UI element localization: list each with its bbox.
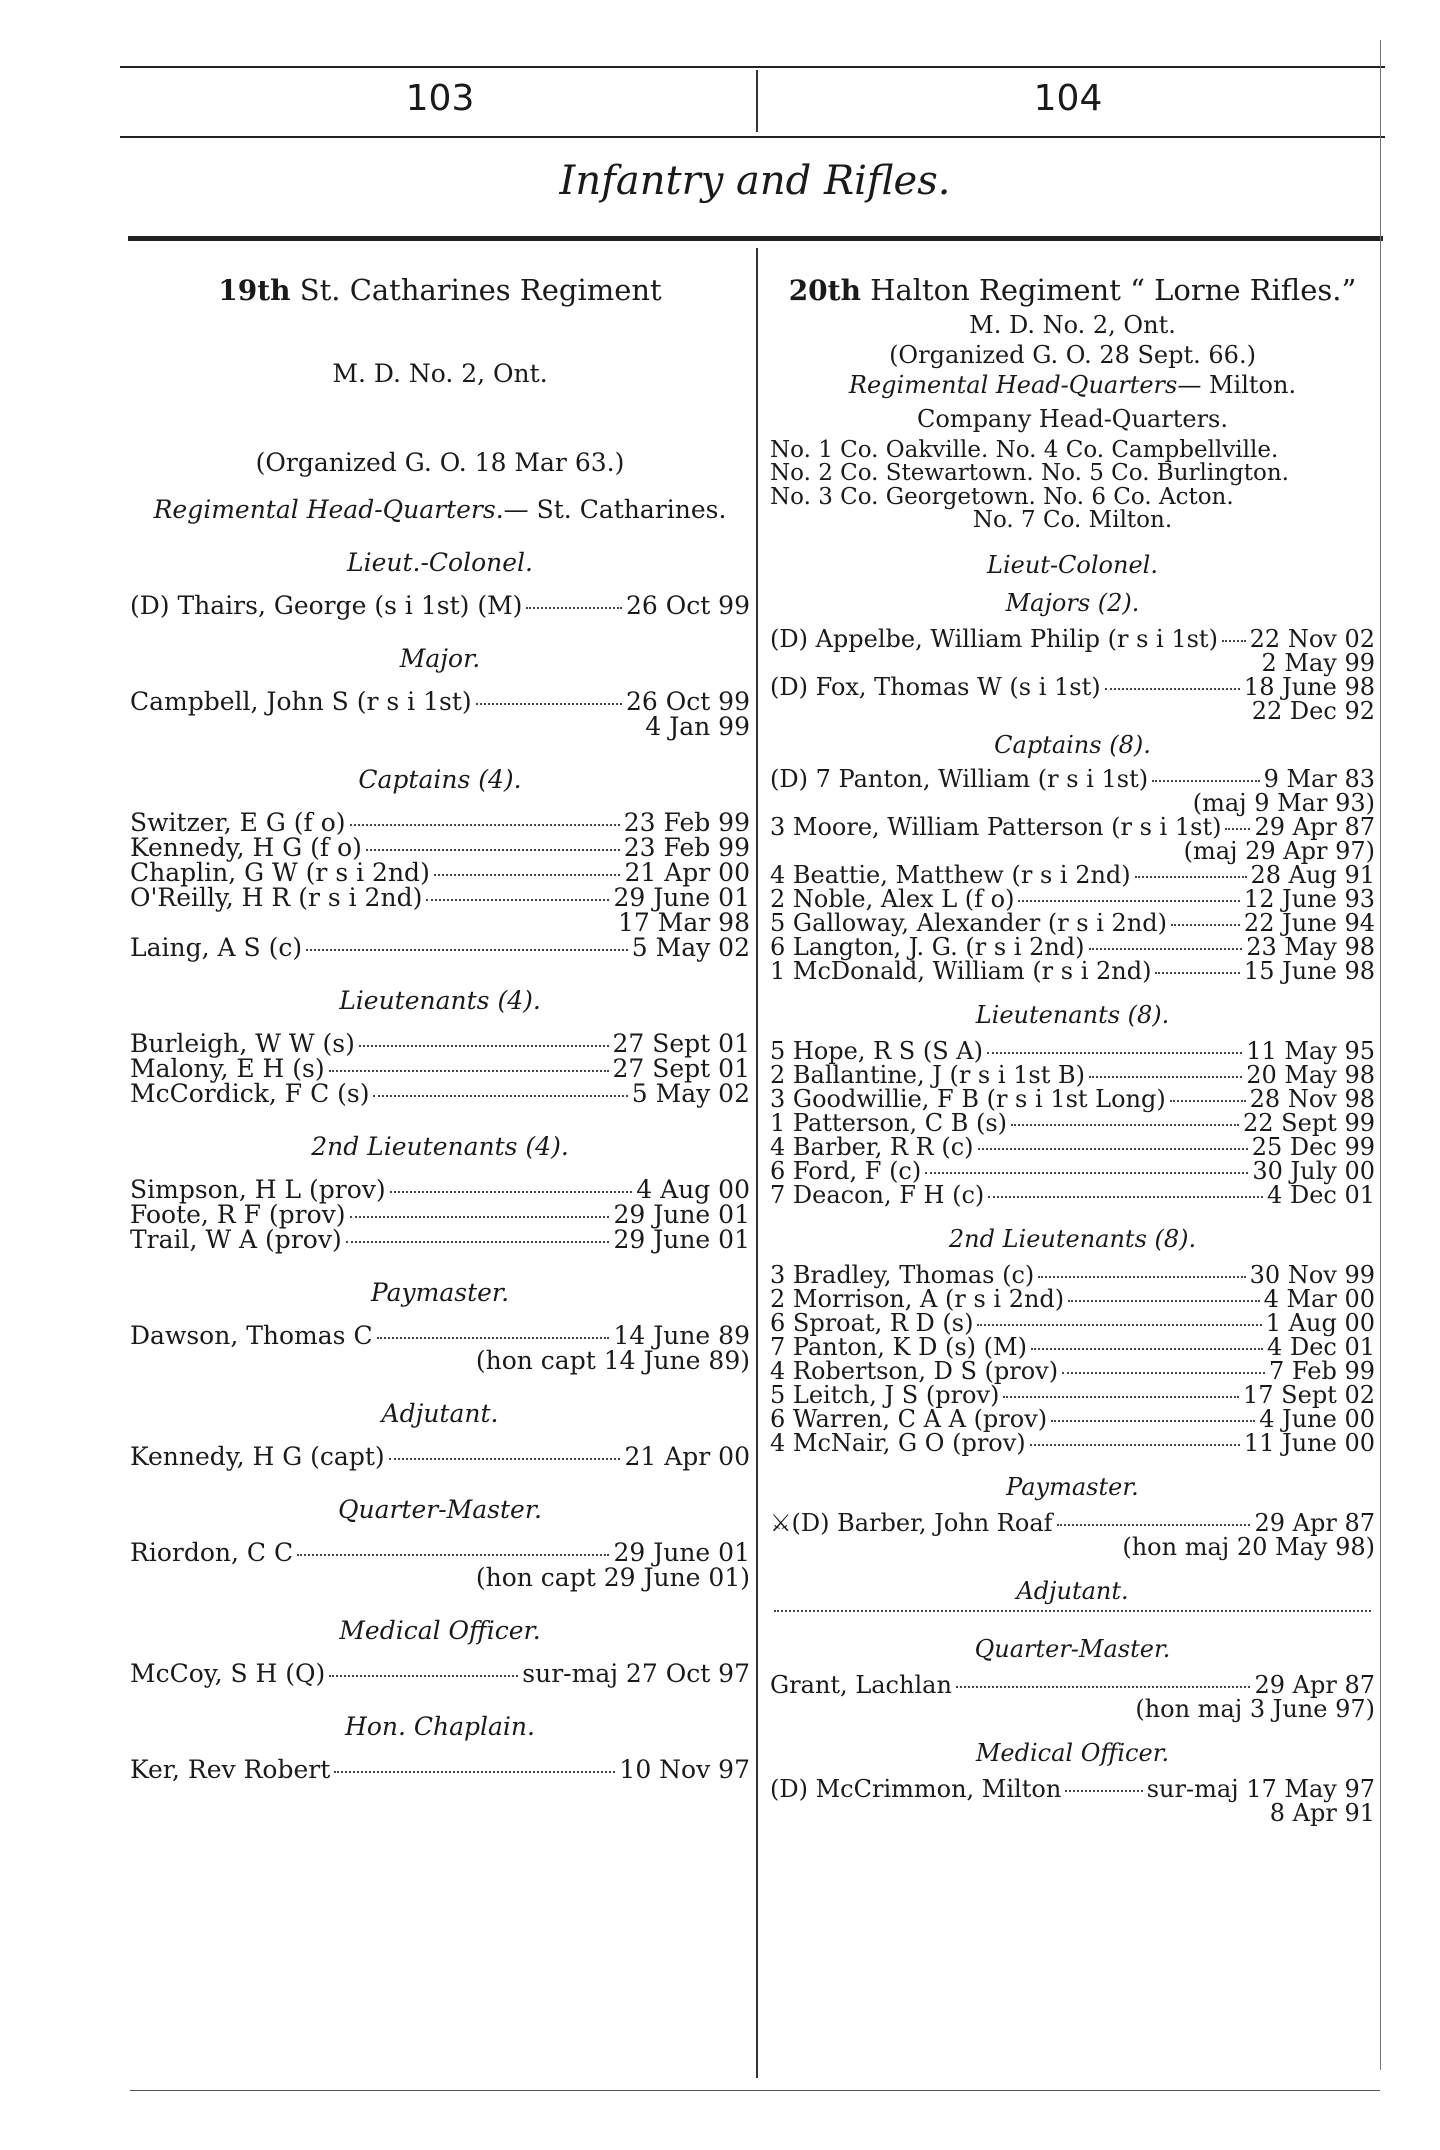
- entry-list: [770, 764, 1375, 985]
- officer-name: 7 Deacon, F H (c): [770, 1180, 985, 1209]
- appointment-date: 15 June 98: [1243, 956, 1375, 985]
- regiment-title: [130, 273, 750, 307]
- officer-entry: [130, 1177, 750, 1202]
- leader-dots: [297, 1554, 609, 1556]
- officer-name: Grant, Lachlan: [770, 1670, 952, 1699]
- section-heading: Quarter-Master.: [974, 1634, 1171, 1663]
- secondary-date: (maj 29 Apr 97): [1183, 836, 1375, 865]
- regimental-hq: [770, 373, 1375, 397]
- entry-list: [130, 1757, 750, 1782]
- officer-entry: [130, 1540, 750, 1565]
- officer-entry: [770, 812, 1375, 841]
- appointment-date: 10 Nov 97: [619, 1755, 750, 1784]
- officer-entry: [130, 1757, 750, 1782]
- officer-entry: [770, 764, 1375, 793]
- officer-entry: [770, 1308, 1375, 1337]
- leader-dots: [334, 1771, 615, 1773]
- officer-entry: [130, 835, 750, 860]
- appointment-date: 5 May 02: [631, 933, 750, 962]
- leader-dots: [476, 703, 622, 705]
- company-line: No. 3 Co. Georgetown. No. 6 Co. Acton.: [770, 483, 1234, 510]
- officer-entry: [770, 1084, 1375, 1113]
- leader-dots: [988, 1196, 1263, 1198]
- appointment-date: 23 Feb 99: [623, 833, 750, 862]
- leader-dots: [373, 1095, 627, 1097]
- officer-entry: [770, 1108, 1375, 1137]
- regiment-name: St. Catharines Regiment: [299, 273, 662, 307]
- leader-dots: [1057, 1524, 1251, 1526]
- appointment-date: 14 June 89: [613, 1321, 750, 1350]
- appointment-date: 7 Feb 99: [1269, 1356, 1375, 1385]
- officer-name: 1 Patterson, C B (s): [770, 1108, 1008, 1137]
- leader-dots: [1051, 1420, 1255, 1422]
- section-heading: Lieut-Colonel.: [987, 550, 1158, 579]
- officer-name: 2 Noble, Alex L (f o): [770, 884, 1015, 913]
- appointment-date: 1 Aug 00: [1265, 1308, 1375, 1337]
- leader-dots: [426, 899, 609, 901]
- company-line: No. 7 Co. Milton.: [972, 507, 1173, 534]
- company-line: No. 2 Co. Stewartown. No. 5 Co. Burlington.: [770, 460, 1289, 487]
- officer-name: 6 Langton, J. G. (r s i 2nd): [770, 932, 1085, 961]
- officer-entry: [130, 689, 750, 714]
- section-heading: Lieutenants (4).: [339, 986, 541, 1015]
- appointment-date: 30 July 00: [1252, 1156, 1375, 1185]
- officer-entry: [770, 1356, 1375, 1385]
- officer-entry: [130, 1081, 750, 1106]
- entry-list: [130, 1177, 750, 1252]
- section-heading: Captains (8).: [994, 730, 1151, 759]
- officer-entry: [770, 932, 1375, 961]
- officer-name: Malony, E H (s): [130, 1054, 325, 1083]
- appointment-date: 27 Sept 01: [612, 1029, 750, 1058]
- hq-place: St. Catharines.: [536, 495, 727, 524]
- left-page-number: 103: [405, 78, 475, 119]
- officer-name: 5 Leitch, J S (prov): [770, 1380, 1000, 1409]
- entry-list: [770, 1670, 1375, 1723]
- leader-dots: [390, 1191, 633, 1193]
- appointment-date: 4 June 00: [1259, 1404, 1375, 1433]
- entry-list: [130, 1323, 750, 1373]
- leader-dots: [1030, 1444, 1240, 1446]
- officer-entry: [770, 884, 1375, 913]
- officer-entry: [130, 1661, 750, 1686]
- leader-dots: [978, 1148, 1248, 1150]
- appointment-date: 12 June 93: [1243, 884, 1375, 913]
- leader-dots: [346, 1241, 610, 1243]
- leader-dots: [350, 824, 620, 826]
- officer-name: (D) Thairs, George (s i 1st) (M): [130, 591, 523, 620]
- officer-name: O'Reilly, H R (r s i 2nd): [130, 883, 423, 912]
- officer-entry: [770, 1156, 1375, 1185]
- leader-dots: [956, 1686, 1251, 1688]
- secondary-date: 8 Apr 91: [1269, 1798, 1375, 1827]
- officer-entry: [770, 1428, 1375, 1457]
- officer-name: 2 Morrison, A (r s i 2nd): [770, 1284, 1065, 1313]
- appointment-date: 21 Apr 00: [624, 1442, 750, 1471]
- leader-dots: [1105, 688, 1240, 690]
- officer-entry: [770, 672, 1375, 701]
- officer-entry: [770, 1380, 1375, 1409]
- section-heading: Lieutenants (8).: [975, 1000, 1170, 1029]
- officer-entry: [770, 1180, 1375, 1209]
- appointment-date: 4 Aug 00: [636, 1175, 750, 1204]
- appointment-date: 4 Dec 01: [1267, 1332, 1375, 1361]
- officer-entry: [130, 1202, 750, 1227]
- officer-entry: [770, 860, 1375, 889]
- officer-entry: [130, 935, 750, 960]
- officer-name: 4 Barber, R R (c): [770, 1132, 974, 1161]
- section-heading: Hon. Chaplain.: [345, 1712, 535, 1741]
- leader-dots: [1225, 828, 1250, 830]
- appointment-date: 22 Sept 99: [1243, 1108, 1375, 1137]
- entry-list: [130, 593, 750, 618]
- hq-label: Regimental Head-Quarters—: [848, 371, 1202, 399]
- header-divider: [756, 70, 758, 132]
- secondary-date: 22 Dec 92: [1251, 696, 1375, 725]
- appointment-date: 4 Dec 01: [1267, 1180, 1375, 1209]
- leader-dots: [359, 1045, 609, 1047]
- entry-list: [770, 1036, 1375, 1209]
- leader-dots: [377, 1337, 610, 1339]
- section-heading: 2nd Lieutenants (4).: [311, 1132, 569, 1161]
- header-bottom-rule: [120, 136, 1385, 138]
- section-heading: Paymaster.: [1006, 1472, 1139, 1501]
- officer-name: Chaplin, G W (r s i 2nd): [130, 858, 430, 887]
- entry-list: [130, 689, 750, 739]
- entry-list: [770, 1774, 1375, 1827]
- officer-name: 4 McNair, G O (prov): [770, 1428, 1026, 1457]
- regiment-title: [770, 273, 1375, 307]
- officer-name: Foote, R F (prov): [130, 1200, 346, 1229]
- leader-dots: [329, 1070, 609, 1072]
- appointment-date: 20 May 98: [1246, 1060, 1375, 1089]
- leader-dots: [1003, 1396, 1239, 1398]
- appointment-date: 4 Mar 00: [1263, 1284, 1375, 1313]
- officer-name: Simpson, H L (prov): [130, 1175, 386, 1204]
- section-heading: 2nd Lieutenants (8).: [948, 1224, 1197, 1253]
- leader-dots: [1038, 1276, 1245, 1278]
- officer-name: 5 Hope, R S (S A): [770, 1036, 983, 1065]
- officer-entry: [130, 1031, 750, 1056]
- section-heading: Adjutant.: [1016, 1576, 1129, 1605]
- officer-entry: [130, 593, 750, 618]
- officer-name: 1 McDonald, William (r s i 2nd): [770, 956, 1152, 985]
- appointment-date: 29 Apr 87: [1254, 1508, 1375, 1537]
- appointment-date: 17 Sept 02: [1243, 1380, 1375, 1409]
- secondary-date: (hon maj 3 June 97): [1135, 1694, 1375, 1723]
- appointment-date: 22 Nov 02: [1249, 624, 1375, 653]
- entry-list: [770, 1260, 1375, 1457]
- leader-dots: [987, 1052, 1242, 1054]
- section-heading: Majors (2).: [1005, 588, 1140, 617]
- officer-name: Laing, A S (c): [130, 933, 303, 962]
- appointment-date: 29 June 01: [613, 1538, 750, 1567]
- officer-name: 2 Ballantine, J (r s i 1st B): [770, 1060, 1086, 1089]
- company-hq-heading: Company Head-Quarters.: [917, 405, 1228, 433]
- company-line: No. 1 Co. Oakville. No. 4 Co. Campbellville.: [770, 437, 1279, 463]
- leader-dots: [1065, 1790, 1142, 1792]
- officer-entry: [130, 1444, 750, 1469]
- adjutant-vacant: [770, 1615, 1375, 1617]
- hq-label: Regimental Head-Quarters.—: [153, 495, 529, 524]
- officer-name: Kennedy, H G (f o): [130, 833, 362, 862]
- secondary-date: 17 Mar 98: [618, 908, 750, 937]
- secondary-date: (hon maj 20 May 98): [1122, 1532, 1375, 1561]
- section-heading: Lieut.-Colonel.: [347, 548, 533, 577]
- officer-name: McCordick, F C (s): [130, 1079, 370, 1108]
- entry-list: [130, 810, 750, 960]
- section-heading: Captains (4).: [358, 765, 522, 794]
- officer-name: McCoy, S H (Q): [130, 1659, 326, 1688]
- entry-list: [130, 1444, 750, 1469]
- officer-name: ⚔(D) Barber, John Roaf: [770, 1508, 1053, 1537]
- appointment-date: 26 Oct 99: [625, 687, 750, 716]
- appointment-date: 29 June 01: [613, 883, 750, 912]
- military-district: M. D. No. 2, Ont.: [332, 359, 548, 388]
- leader-dots: [1155, 972, 1239, 974]
- appointment-date: 18 June 98: [1243, 672, 1375, 701]
- officer-name: (D) McCrimmon, Milton: [770, 1774, 1062, 1803]
- section-banner: Infantry and Rifles.: [559, 158, 951, 204]
- leader-dots: [1089, 1076, 1242, 1078]
- secondary-date: (hon capt 29 June 01): [475, 1563, 750, 1592]
- leader-dots: [526, 607, 622, 609]
- section-heading: Major.: [399, 644, 481, 673]
- officer-name: Riordon, C C: [130, 1538, 294, 1567]
- appointment-date: 26 Oct 99: [625, 591, 750, 620]
- appointment-date: 5 May 02: [631, 1079, 750, 1108]
- leader-dots: [350, 1216, 610, 1218]
- officer-name: Switzer, E G (f o): [130, 808, 346, 837]
- entry-list: [130, 1540, 750, 1590]
- officer-entry: [770, 956, 1375, 985]
- section-heading: Medical Officer.: [975, 1738, 1170, 1767]
- leader-dots: [1222, 640, 1246, 642]
- appointment-date: 23 Feb 99: [623, 808, 750, 837]
- officer-name: Campbell, John S (r s i 1st): [130, 687, 472, 716]
- officer-name: Ker, Rev Robert: [130, 1755, 331, 1784]
- leader-dots: [1062, 1372, 1265, 1374]
- appointment-date: 11 May 95: [1246, 1036, 1375, 1065]
- leader-dots: [1135, 876, 1247, 878]
- officer-name: 6 Warren, C A A (prov): [770, 1404, 1048, 1433]
- entry-list: [130, 1661, 750, 1686]
- officer-entry: [130, 810, 750, 835]
- right-page-number: 104: [1033, 78, 1103, 119]
- officer-entry: [770, 1774, 1375, 1803]
- appointment-date: sur-maj 27 Oct 97: [522, 1659, 750, 1688]
- officer-entry: [770, 1508, 1375, 1537]
- regiment-name: Halton Regiment “ Lorne Rifles.”: [870, 273, 1357, 307]
- officer-entry: [130, 860, 750, 885]
- organized-note: (Organized G. O. 18 Mar 63.): [255, 448, 625, 477]
- officer-name: 6 Sproat, R D (s): [770, 1308, 974, 1337]
- appointment-date: 29 June 01: [613, 1200, 750, 1229]
- appointment-date: 11 June 00: [1243, 1428, 1375, 1457]
- section-heading: Adjutant.: [381, 1399, 499, 1428]
- appointment-date: 28 Aug 91: [1250, 860, 1375, 889]
- officer-entry: [130, 1323, 750, 1348]
- appointment-date: 29 Apr 87: [1254, 812, 1375, 841]
- secondary-date: 4 Jan 99: [645, 712, 750, 741]
- appointment-date: 29 June 01: [613, 1225, 750, 1254]
- leader-dots: [1018, 900, 1239, 902]
- officer-entry: [770, 624, 1375, 653]
- officer-entry: [770, 1036, 1375, 1065]
- officer-name: Kennedy, H G (capt): [130, 1442, 385, 1471]
- officer-entry: [130, 1056, 750, 1081]
- secondary-date: (maj 9 Mar 93): [1192, 788, 1375, 817]
- officer-name: 6 Ford, F (c): [770, 1156, 922, 1185]
- entry-list: [770, 624, 1375, 725]
- appointment-date: 22 June 94: [1243, 908, 1375, 937]
- section-heading: Quarter-Master.: [337, 1495, 543, 1524]
- officer-name: (D) Appelbe, William Philip (r s i 1st): [770, 624, 1218, 653]
- leader-dots: [1089, 948, 1243, 950]
- leader-dots: [1152, 780, 1259, 782]
- appointment-date: 28 Nov 98: [1249, 1084, 1375, 1113]
- officer-name: (D) Fox, Thomas W (s i 1st): [770, 672, 1101, 701]
- leader-dots: [1011, 1124, 1239, 1126]
- appointment-date: 21 Apr 00: [624, 858, 750, 887]
- officer-name: 3 Bradley, Thomas (c): [770, 1260, 1035, 1289]
- right-column: [770, 270, 1375, 1825]
- officer-entry: [130, 885, 750, 910]
- top-rule: [120, 66, 1385, 68]
- officer-entry: [770, 1132, 1375, 1161]
- leader-dots: [366, 849, 620, 851]
- appointment-date: 9 Mar 83: [1263, 764, 1375, 793]
- officer-name: Burleigh, W W (s): [130, 1029, 355, 1058]
- officer-name: 3 Goodwillie, F B (r s i 1st Long): [770, 1084, 1166, 1113]
- officer-entry: [770, 1404, 1375, 1433]
- appointment-date: sur-maj 17 May 97: [1146, 1774, 1375, 1803]
- leader-dots: [774, 1610, 1371, 1612]
- column-divider: [756, 248, 758, 2078]
- officer-entry: [770, 1060, 1375, 1089]
- officer-name: 4 Beattie, Matthew (r s i 2nd): [770, 860, 1131, 889]
- officer-entry: [770, 1284, 1375, 1313]
- officer-name: 4 Robertson, D S (prov): [770, 1356, 1059, 1385]
- officer-name: 5 Galloway, Alexander (r s i 2nd): [770, 908, 1168, 937]
- officer-entry: [130, 1227, 750, 1252]
- left-column: [130, 270, 750, 1782]
- right-margin-rule: [1380, 40, 1381, 2070]
- appointment-date: 25 Dec 99: [1251, 1132, 1375, 1161]
- leader-dots: [434, 874, 621, 876]
- regiment-number: 20th: [788, 274, 861, 307]
- bottom-rule: [130, 2090, 1380, 2091]
- regimental-hq: [130, 497, 750, 522]
- officer-entry: [770, 1332, 1375, 1361]
- leader-dots: [329, 1675, 518, 1677]
- entry-list: [130, 1031, 750, 1106]
- officer-entry: [770, 1260, 1375, 1289]
- leader-dots: [389, 1458, 621, 1460]
- officer-name: (D) 7 Panton, William (r s i 1st): [770, 764, 1149, 793]
- officer-name: 3 Moore, William Patterson (r s i 1st): [770, 812, 1222, 841]
- leader-dots: [1068, 1300, 1259, 1302]
- company-list: [770, 439, 1375, 533]
- officer-name: Trail, W A (prov): [130, 1225, 342, 1254]
- secondary-date: 2 May 99: [1261, 648, 1375, 677]
- leader-dots: [1171, 924, 1240, 926]
- leader-dots: [306, 949, 628, 951]
- entry-list: [770, 1508, 1375, 1561]
- leader-dots: [1031, 1348, 1263, 1350]
- regiment-number: 19th: [218, 274, 291, 307]
- appointment-date: 29 Apr 87: [1254, 1670, 1375, 1699]
- organized-note: (Organized G. O. 28 Sept. 66.): [889, 341, 1256, 369]
- appointment-date: 23 May 98: [1246, 932, 1375, 961]
- appointment-date: 30 Nov 99: [1249, 1260, 1375, 1289]
- officer-entry: [770, 908, 1375, 937]
- appointment-date: 27 Sept 01: [612, 1054, 750, 1083]
- leader-dots: [977, 1324, 1261, 1326]
- section-heading: Paymaster.: [370, 1278, 510, 1307]
- military-district: M. D. No. 2, Ont.: [969, 311, 1176, 339]
- section-heading: Medical Officer.: [339, 1616, 541, 1645]
- hq-place: Milton.: [1208, 371, 1297, 399]
- leader-dots: [925, 1172, 1248, 1174]
- officer-name: Dawson, Thomas C: [130, 1321, 373, 1350]
- secondary-date: (hon capt 14 June 89): [475, 1346, 750, 1375]
- officer-name: 7 Panton, K D (s) (M): [770, 1332, 1027, 1361]
- thick-rule: [128, 236, 1383, 241]
- officer-entry: [770, 1670, 1375, 1699]
- leader-dots: [1170, 1100, 1246, 1102]
